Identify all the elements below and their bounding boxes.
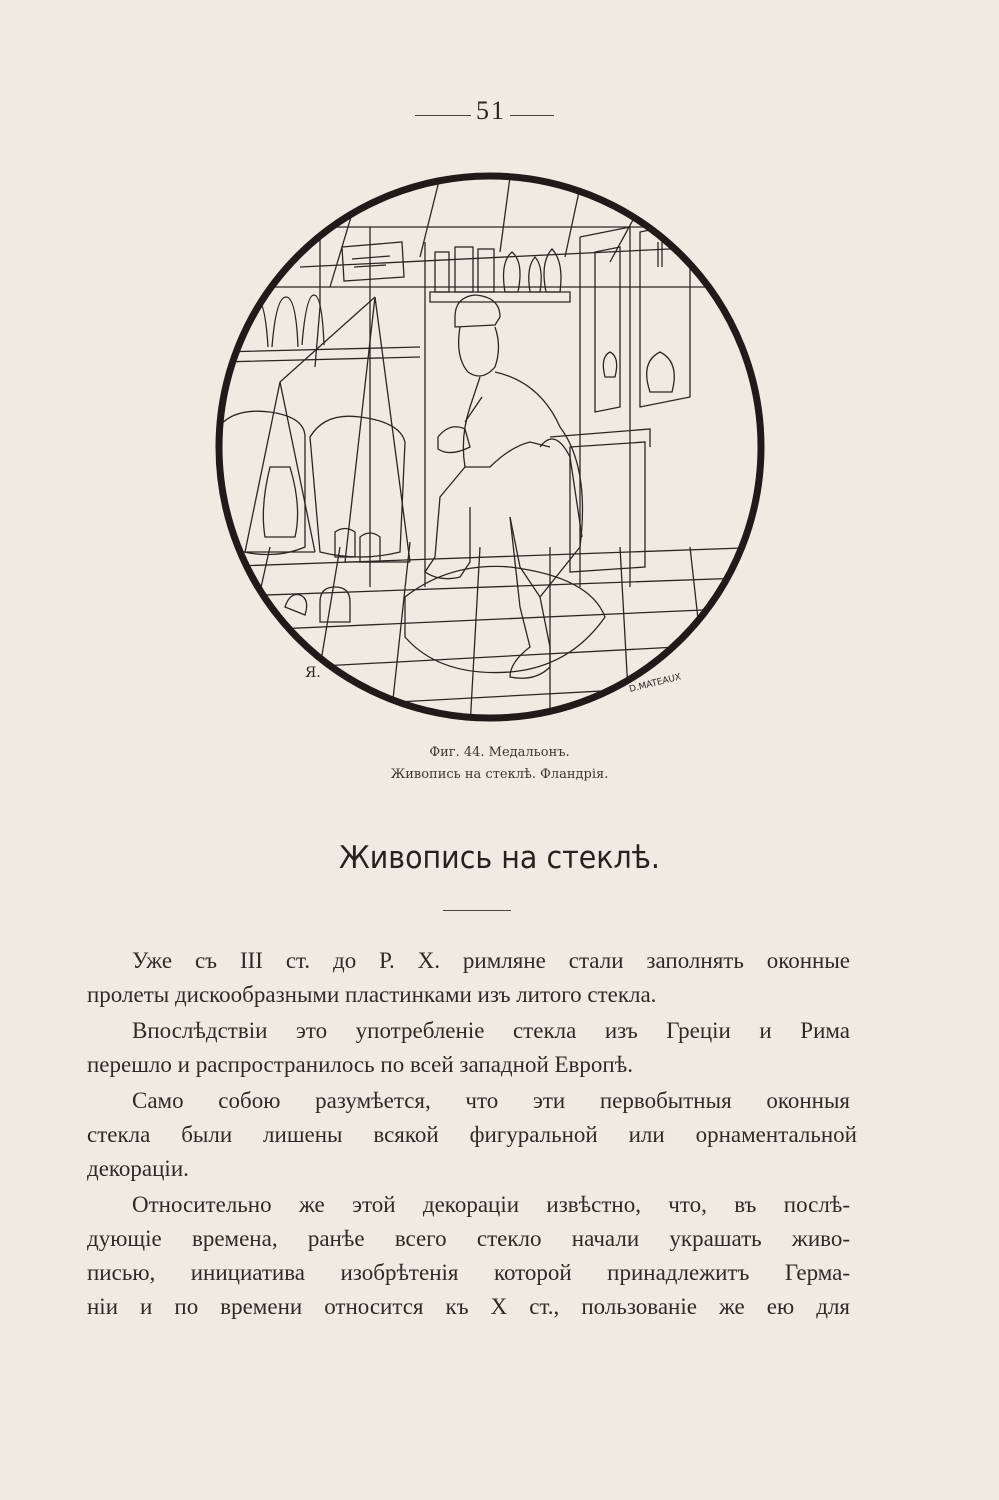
- medallion-drawing: [210, 167, 770, 727]
- artist-monogram: Я.: [305, 665, 321, 681]
- text-line: писью, инициатива изобрѣтенія которой принадлежитъ Герма-: [87, 1260, 850, 1285]
- text-line: перешло и распространилось по всей западной Европѣ.: [87, 1052, 633, 1077]
- page-number: 51: [476, 96, 506, 125]
- text-line: пролеты дискообразными пластинками изъ литого стекла.: [87, 982, 657, 1007]
- page-header: [0, 96, 999, 136]
- text-line: декораціи.: [87, 1156, 189, 1181]
- header-rule-right: [510, 115, 554, 116]
- text-line: Относительно же этой декораціи извѣстно, что, въ послѣ-: [132, 1192, 850, 1217]
- section-title: Живопись на стеклѣ.: [339, 840, 660, 876]
- text-line: Впослѣдствіи это употребленіе стекла изъ Греціи и Рима: [132, 1018, 850, 1043]
- caption-line-2: Живопись на стеклѣ. Фландрія.: [390, 767, 609, 782]
- artist-signature: D.MATEAUX: [628, 672, 683, 695]
- figure-caption: [0, 742, 999, 786]
- text-line: Само собою разумѣется, что эти первобытныя оконныя: [132, 1088, 850, 1113]
- text-line: Уже съ III ст. до Р. Х. римляне стали заполнять оконные: [132, 948, 850, 973]
- caption-line-1: Фиг. 44. Медальонъ.: [429, 745, 570, 760]
- text-line: ніи и по времени относится къ X ст., пользованіе же ею для: [87, 1294, 850, 1319]
- title-rule: [443, 910, 511, 911]
- text-line: стекла были лишены всякой фигуральной или орнаментальной: [87, 1122, 857, 1147]
- text-line: дующіе времена, ранѣе всего стекло начали украшать живо-: [87, 1226, 850, 1251]
- medallion-illustration: [210, 167, 770, 727]
- header-rule-left: [415, 115, 471, 116]
- body-text: [87, 944, 862, 1324]
